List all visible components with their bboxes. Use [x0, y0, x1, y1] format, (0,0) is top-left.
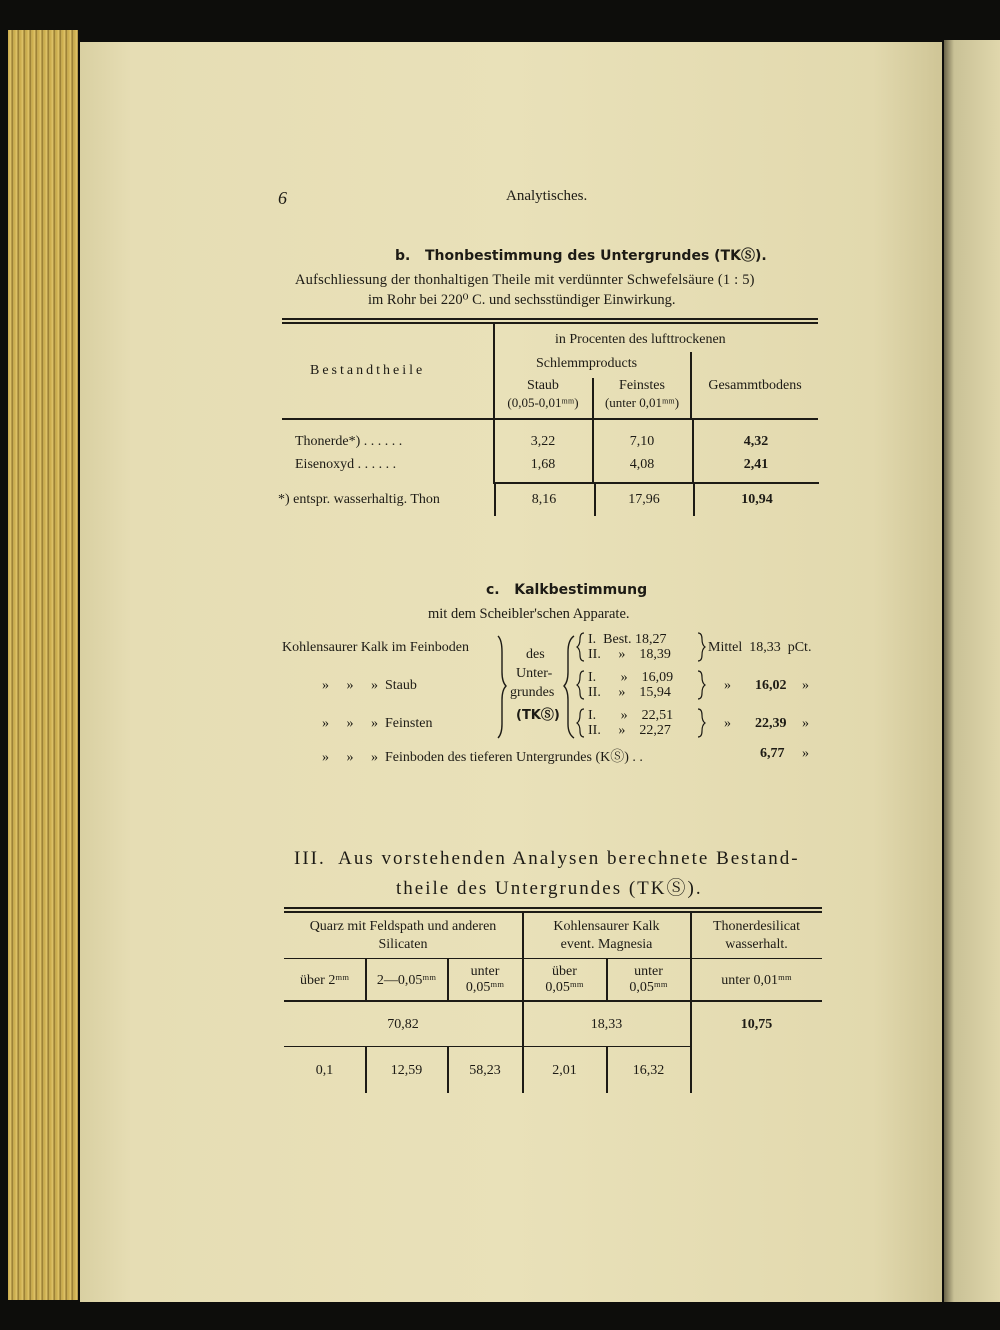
kalk-small-braces-svg	[576, 630, 706, 742]
table-III-g2b: event. Magnesia	[560, 937, 653, 952]
table-III-rule-top1	[284, 907, 822, 909]
table-b-rule-top2	[282, 322, 818, 324]
table-III-sum-kalk: 18,33	[590, 1017, 623, 1032]
table-III-g1b: Silicaten	[378, 937, 428, 952]
kalk-mid-grundes: grundes	[510, 685, 555, 700]
table-b-rule-top1	[282, 318, 818, 320]
section-b-heading	[395, 245, 767, 265]
table-III-v3: 58,23	[469, 1063, 501, 1078]
table-III-v1: 0,1	[315, 1063, 334, 1078]
table-III-v2: 12,59	[390, 1063, 423, 1078]
row-eisenoxyd-name: Eisenoxyd . . . . . .	[295, 457, 397, 472]
section-b-title: Thonbestimmung des Untergrundes (TKⓈ).	[424, 248, 767, 264]
table-III-g3b: wasserhalt.	[725, 937, 788, 952]
kalk-b1b: II. » 18,39	[588, 647, 671, 662]
row-thonerde-gesammt: 4,32	[743, 434, 769, 449]
table-b-rule-sum	[493, 482, 819, 484]
section-III-heading-2: theile des Untergrundes (TKⓈ).	[396, 878, 703, 899]
table-III-c2: 2—0,05ᵐᵐ	[376, 973, 437, 988]
row-footnote-feinstes: 17,96	[628, 492, 660, 507]
next-page-edge	[944, 40, 1000, 1302]
table-III-rule-top2	[284, 911, 822, 913]
kalk-result-1: Mittel 18,33 pCt.	[708, 640, 812, 655]
table-III-c5a: unter	[634, 964, 663, 979]
kalk-row-tiefer-label: » » » Feinboden des tieferen Untergrundes (KⓈ) . .	[322, 750, 643, 765]
section-III-heading-1: III. Aus vorstehenden Analysen berechnete Bestand-	[294, 848, 800, 869]
kalk-mid-unter: Unter-	[516, 666, 553, 681]
kalk-b2a: I. » 16,09	[588, 670, 674, 685]
brace-small-icon	[698, 671, 705, 699]
section-b-label: b.	[395, 248, 411, 264]
table-b-header-gesammt: Gesammtbodens	[708, 378, 802, 393]
kalk-mid-tk: (TKⓈ)	[516, 708, 560, 723]
page-number: 6	[278, 188, 287, 208]
table-III-c1: über 2ᵐᵐ	[299, 973, 350, 988]
kalk-b3b: II. » 22,27	[588, 723, 671, 738]
brace-small-icon	[577, 671, 584, 699]
table-b-rule-head	[282, 418, 818, 420]
row-eisenoxyd-staub: 1,68	[530, 457, 556, 472]
table-III-c4b: 0,05ᵐᵐ	[545, 980, 584, 995]
table-III-c4a: über	[552, 964, 577, 979]
page-edges	[8, 30, 78, 1300]
table-III-sum-thon: 10,75	[740, 1017, 773, 1032]
kalk-row-feinboden-label: Kohlensaurer Kalk im Feinboden	[282, 640, 470, 655]
kalk-row-feinsten-label: » » » Feinsten	[322, 716, 433, 731]
table-III-c3b: 0,05ᵐᵐ	[465, 980, 505, 995]
table-III-c5b: 0,05ᵐᵐ	[629, 980, 668, 995]
section-c-subtitle: mit dem Scheibler'schen Apparate.	[428, 606, 630, 622]
running-head: Analytisches.	[506, 188, 588, 204]
row-eisenoxyd-feinstes: 4,08	[629, 457, 655, 472]
table-III-rule-head	[284, 1000, 822, 1002]
table-III-v5: 16,32	[632, 1063, 665, 1078]
row-footnote-gesammt: 10,94	[741, 492, 773, 507]
row-eisenoxyd-gesammt: 2,41	[743, 457, 769, 472]
kalk-result-2-quote: »	[724, 678, 731, 693]
row-thonerde-name: Thonerde*) . . . . . .	[295, 434, 403, 449]
kalk-row-staub-label: » » » Staub	[322, 678, 417, 693]
table-b-header-span: in Procenten des lufttrockenen	[555, 332, 726, 347]
section-b-subtitle-1: Aufschliessung der thonhaltigen Theile mit verdünnter Schwefelsäure (1 : 5)	[295, 272, 755, 288]
kalk-b2b: II. » 15,94	[588, 685, 671, 700]
kalk-result-2-value: 16,02	[755, 678, 787, 693]
brace-small-icon	[577, 709, 584, 737]
section-c-heading	[486, 582, 647, 598]
table-b-header-staub-sub: (0,05-0,01ᵐᵐ)	[507, 395, 579, 410]
kalk-b3a: I. » 22,51	[588, 708, 674, 723]
table-III-g3: Thonerdesilicat	[712, 919, 801, 934]
kalk-mid-des: des	[526, 647, 545, 662]
brace-small-icon	[698, 633, 705, 661]
kalk-row-tiefer-unit: »	[802, 746, 809, 761]
table-b-header-staub: Staub	[527, 378, 559, 393]
kalk-result-3-unit: »	[802, 716, 809, 731]
kalk-result-3-value: 22,39	[755, 716, 787, 731]
kalk-result-3-quote: »	[724, 716, 731, 731]
kalk-result-2-unit: »	[802, 678, 809, 693]
table-III-g1: Quarz mit Feldspath und anderen	[309, 919, 497, 934]
table-b-header-feinstes: Feinstes	[619, 378, 665, 393]
section-c-label: c.	[486, 582, 500, 598]
section-b-subtitle-2: im Rohr bei 220⁰ C. und sechsstündiger Einwirkung.	[368, 292, 676, 308]
brace-small-icon	[577, 633, 584, 661]
table-III-rule-sum	[284, 1046, 690, 1047]
row-footnote-name: *) entspr. wasserhaltig. Thon	[278, 492, 440, 507]
table-III-sum-quarz: 70,82	[387, 1017, 419, 1032]
table-b-header-schlemm: Schlemmproducts	[536, 356, 638, 371]
brace-small-icon	[698, 709, 705, 737]
kalk-row-tiefer-value: 6,77	[760, 746, 785, 761]
table-III-c3a: unter	[470, 964, 500, 979]
table-III-v4: 2,01	[552, 1063, 577, 1078]
right-brace-icon	[564, 636, 574, 738]
row-thonerde-feinstes: 7,10	[629, 434, 655, 449]
left-brace-icon	[498, 636, 506, 738]
table-III-c6: unter 0,01ᵐᵐ	[721, 973, 792, 988]
kalk-b1a: I. Best. 18,27	[588, 632, 667, 647]
section-c-title: Kalkbestimmung	[514, 582, 648, 598]
row-thonerde-staub: 3,22	[530, 434, 556, 449]
table-III-g2: Kohlensaurer Kalk	[553, 919, 660, 934]
row-footnote-staub: 8,16	[531, 492, 557, 507]
table-b-header-feinstes-sub: (unter 0,01ᵐᵐ)	[604, 395, 680, 410]
table-b-col-bestandtheile: Bestandtheile	[310, 363, 426, 378]
